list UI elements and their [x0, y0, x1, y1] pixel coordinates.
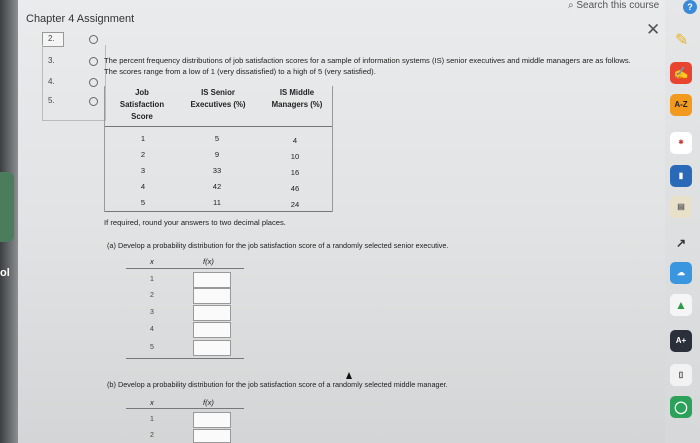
- table-header-senior: IS Senior Executives (%): [190, 88, 246, 109]
- table-cell: 1: [140, 134, 146, 143]
- part-a-fx-header: f(x): [203, 257, 214, 266]
- question-number[interactable]: 4.: [48, 77, 55, 86]
- problem-statement: The percent frequency distributions of job satisfaction scores for a sample of information systems (IS) senior executives and middle managers are as follows. The scores range from a low of 1 (very dissatisfied) to a high of 5 (very satisfied).: [104, 56, 631, 76]
- table-cell: 3: [140, 166, 146, 175]
- part-b-fx-input-2[interactable]: [193, 429, 231, 443]
- part-a-fx-input-4[interactable]: [193, 322, 231, 338]
- part-a-fx-input-1[interactable]: [193, 272, 231, 288]
- question-status-icon: [89, 57, 98, 66]
- part-b-x-value: 1: [150, 416, 154, 423]
- table-right-border: [332, 86, 333, 212]
- table-cell: 4: [140, 182, 146, 191]
- table-cell: 16: [290, 168, 300, 177]
- table-cell: 5: [140, 198, 146, 207]
- drive-app-icon[interactable]: ▲: [670, 294, 692, 316]
- background-text-fragment: ol: [0, 267, 10, 279]
- question-status-icon: [89, 78, 98, 87]
- search-icon: ⌕: [568, 0, 574, 11]
- part-a-x-value: 4: [150, 326, 154, 333]
- part-b-fx-header: f(x): [203, 398, 214, 407]
- table-cell: 42: [212, 182, 222, 191]
- part-a-x-header: x: [150, 257, 154, 266]
- blue-app-icon[interactable]: ▮: [670, 165, 692, 187]
- part-a-fx-input-3[interactable]: [193, 305, 231, 321]
- table-left-border: [104, 86, 105, 212]
- green-circle-app-icon[interactable]: ◯: [670, 396, 692, 418]
- part-a-header-rule: [126, 268, 244, 269]
- part-b-header-rule: [126, 408, 244, 409]
- table-cell: 33: [212, 166, 222, 175]
- question-status-icon: [89, 35, 98, 44]
- table-cell: 24: [290, 200, 300, 209]
- pencil-app-icon[interactable]: ✎: [675, 32, 689, 49]
- table-cell: 4: [292, 136, 298, 145]
- table-cell: 5: [214, 134, 220, 143]
- notes-pad-icon[interactable]: ▤: [670, 196, 692, 218]
- question-number[interactable]: 5.: [48, 96, 55, 105]
- dictionary-app-icon[interactable]: A-Z: [670, 94, 692, 116]
- part-a-label: (a) Develop a probability distribution for the job satisfaction score of a randomly selected senior executive.: [107, 241, 449, 250]
- notes-app-icon[interactable]: ✱: [670, 132, 692, 154]
- part-a-fx-input-5[interactable]: [193, 340, 231, 356]
- part-a-x-value: 2: [150, 292, 154, 299]
- part-a-x-value: 3: [150, 309, 154, 316]
- table-cell: 2: [140, 150, 146, 159]
- table-cell: 46: [290, 184, 300, 193]
- table-cell: 10: [290, 152, 300, 161]
- cloud-app-icon[interactable]: ☁: [670, 262, 692, 284]
- part-b-x-header: x: [150, 398, 154, 407]
- part-b-fx-input-1[interactable]: [193, 412, 231, 428]
- table-cell: 11: [213, 198, 221, 207]
- table-header-divider: [104, 126, 332, 127]
- close-icon[interactable]: ✕: [646, 20, 661, 39]
- mouse-cursor-icon: [346, 372, 352, 379]
- table-header-middle: IS Middle Managers (%): [271, 88, 323, 109]
- table-cell: 9: [214, 150, 220, 159]
- rounding-note: If required, round your answers to two decimal places.: [104, 218, 286, 227]
- part-a-fx-input-2[interactable]: [193, 288, 231, 304]
- question-status-icon: [89, 97, 98, 106]
- blank-app-icon[interactable]: ▯: [670, 364, 692, 386]
- table-bottom-border: [104, 211, 332, 212]
- table-header-score: Job Satisfaction Score: [119, 88, 165, 121]
- question-number[interactable]: 2.: [48, 34, 55, 43]
- background-window-edge: [0, 172, 14, 242]
- search-course-link[interactable]: [568, 0, 659, 11]
- part-a-x-value: 1: [150, 276, 154, 283]
- help-icon[interactable]: ?: [683, 0, 697, 14]
- part-a-bottom-rule: [126, 358, 244, 359]
- ap-app-icon[interactable]: A+: [670, 330, 692, 352]
- chart-app-icon[interactable]: ↗: [675, 236, 687, 250]
- part-b-x-value: 2: [150, 432, 154, 439]
- search-label: Search this course: [576, 0, 660, 11]
- assignment-title: Chapter 4 Assignment: [26, 13, 135, 25]
- part-b-label: (b) Develop a probability distribution for the job satisfaction score of a randomly selected middle manager.: [107, 380, 448, 389]
- pages-app-icon[interactable]: ✍: [670, 62, 692, 84]
- part-a-x-value: 5: [150, 344, 154, 351]
- question-number[interactable]: 3.: [48, 56, 55, 65]
